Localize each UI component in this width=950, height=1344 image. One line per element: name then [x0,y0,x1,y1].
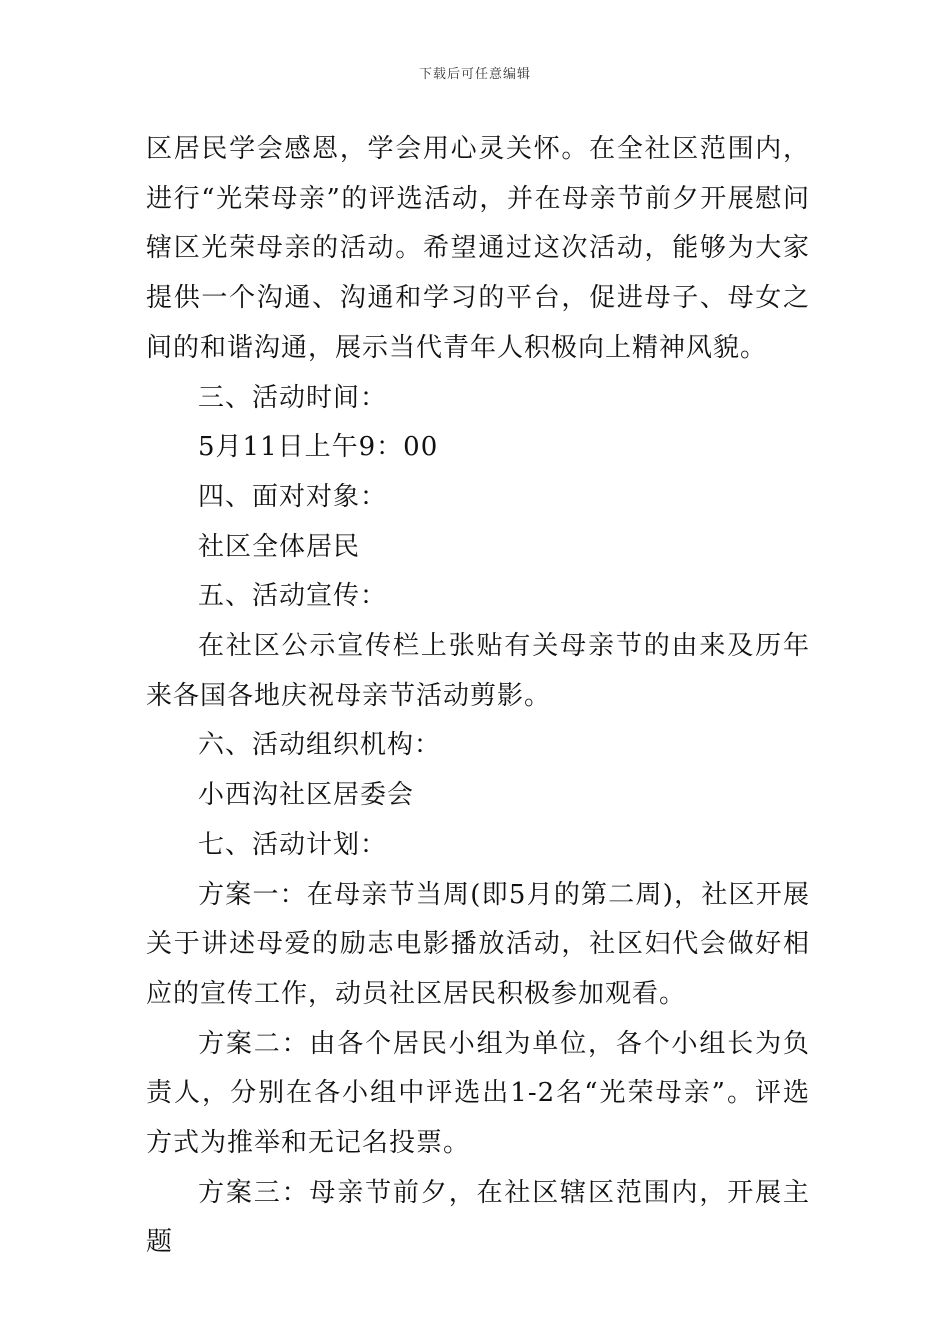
target-audience-value: 社区全体居民 [198,531,361,562]
plan-three-text: 方案三：母亲节前夕，在社区辖区范围内，开展主题 [146,1177,810,1258]
page-header-note: 下载后可任意编辑 [418,67,531,82]
heading-activity-time: 三、活动时间： [198,382,388,413]
activity-promotion-text: 在社区公示宣传栏上张贴有关母亲节的由来及历年来各国各地庆祝母亲节活动剪影。 [146,631,810,711]
plan-one-text: 方案一：在母亲节当周(即5月的第二周)，社区开展关于讲述母爱的励志电影播放活动，社区妇代会做好相应的宣传工作，动员社区居民积极参加观看。 [146,879,810,1009]
paragraph-intro-continuation: 区居民学会感恩，学会用心灵关怀。在全社区范围内，进行“光荣母亲”的评选活动，并在母亲节前夕开展慰问辖区光荣母亲的活动。希望通过这次活动，能够为大家提供一个沟通、沟通和学习的平台，促进母子、母女之间的和谐沟通，展示当代青年人积极向上精神风貌。 [146,134,810,363]
organizing-body-value: 小西沟社区居委会 [198,780,415,811]
document-body [146,125,810,1268]
plan-two-text: 方案二：由各个居民小组为单位，各个小组长为负责人，分别在各小组中评选出1-2名“光荣母亲”。评选方式为推举和无记名投票。 [146,1028,810,1159]
heading-organizing-body: 六、活动组织机构： [198,730,442,761]
activity-time-value: 5月11日上午9：00 [198,432,439,463]
heading-activity-promotion: 五、活动宣传： [198,581,388,612]
heading-activity-plan: 七、活动计划： [198,829,388,860]
heading-target-audience: 四、面对对象： [198,481,388,512]
